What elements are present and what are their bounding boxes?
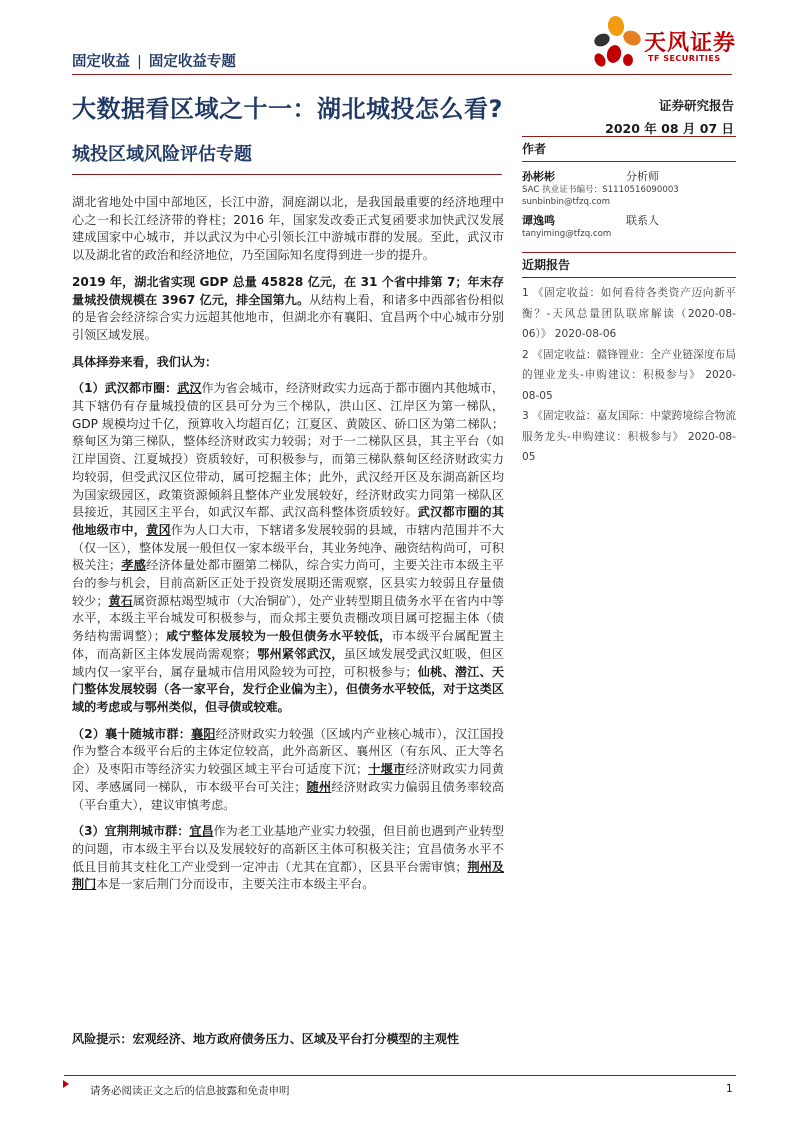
category-secondary: 固定收益专题 — [148, 54, 236, 70]
tf-flower-icon — [592, 16, 644, 72]
gdp-text: 从结构上看，和诸多中西部省份相似的是省会经济综合实力远超其他地市，但湖北亦有襄阳、宜昌两个中心城市分别引领区域发展。 — [72, 292, 504, 342]
wuhan-city: 武汉 — [177, 381, 202, 396]
risk-label: 风险提示： — [72, 1032, 133, 1046]
recent-report-item[interactable]: 2 《固定收益：赣锋锂业：全产业链深度布局的锂业龙头-申购建议：积极参与》 2020-08-05 — [522, 348, 736, 402]
logo-petal — [623, 54, 633, 66]
yijingjing-paragraph — [72, 823, 504, 894]
xiaogan-city: 孝感 — [121, 558, 147, 573]
logo-petal — [592, 31, 612, 49]
ezhou-text: 虽区域发展受武汉虹吸，但区域内仅一家平台，属存量城市信用风险较为可控，可积极参与； — [72, 646, 504, 679]
authors-panel — [522, 136, 736, 240]
author-role: 联系人 — [626, 214, 659, 227]
page-subtitle: 城投区域风险评估专题 — [72, 144, 252, 165]
footer-marker-icon — [63, 1080, 69, 1088]
xiangshisui-paragraph — [72, 726, 504, 815]
tf-securities-logo — [592, 14, 742, 74]
logo-wordmark: 天风证券 — [644, 31, 737, 56]
author-email[interactable]: tanyiming@tfzq.com — [522, 229, 612, 239]
huangshi-text: 属资源枯竭型城市（大冶铜矿），处产业转型期且债务水平在省内中等水平，本级主平台城发可积极参与，而众邦主要负责棚改项目属可挖掘主体（债务结构需调整）； — [72, 593, 504, 644]
recent-list — [522, 283, 736, 468]
recent-reports-panel — [522, 252, 736, 468]
author-email[interactable]: sunbinbin@tfzq.com — [522, 197, 610, 207]
intro-paragraph: 湖北省地处中国中部地区，长江中游，洞庭湖以北，是我国最重要的经济地理中心之一和长江经济带的脊柱；2016 年，国家发改委正式复函要求加快武汉发展建成国家中心城市，并以武汉为中心引领长江中游城市群的发展。至此，武汉市以及湖北省的政治和经济地位，乃至国际知名度得到进一步的提升。 — [72, 195, 504, 263]
report-type: 证券研究报告 — [658, 98, 734, 113]
xianning-highlight: 咸宁整体发展较为一般但债务水平较低， — [165, 629, 392, 644]
logo-petal — [605, 43, 623, 64]
recent-heading: 近期报告 — [522, 253, 736, 278]
suizhou-text: 经济财政实力偏弱且债务率较高（平台重大），建议审慎考虑。 — [72, 779, 504, 812]
huanggang-city: 黄冈 — [146, 522, 171, 537]
selection-intro: 具体择券来看，我们认为： — [72, 354, 218, 369]
header-rule — [72, 74, 732, 75]
category-primary: 固定收益 — [72, 54, 130, 70]
suizhou-city: 随州 — [306, 779, 332, 794]
author-cert-number: S1110516090003 — [602, 185, 679, 195]
xiangshisui-heading: （2）襄十随城市群： — [72, 726, 192, 741]
subtitle-rule — [72, 174, 502, 175]
yijingjing-heading: （3）宜荆荆城市群： — [72, 824, 190, 839]
ezhou-highlight: 鄂州紧邻武汉， — [256, 646, 344, 661]
author-name: 谭逸鸣 — [522, 214, 555, 227]
gdp-paragraph — [72, 274, 504, 345]
author-name: 孙彬彬 — [522, 170, 555, 183]
footer-rule — [64, 1075, 736, 1076]
risk-warning — [72, 1030, 459, 1047]
author-cert-label: SAC 执业证书编号： — [522, 185, 603, 195]
report-category — [72, 50, 236, 71]
yichang-city: 宜昌 — [189, 824, 214, 839]
logo-petal — [621, 28, 643, 48]
xiantao-highlight: 仙桃、潜江、天门整体发展较弱（各一家平台，发行企业偏为主），但债务水平较低，对于这类区域的考虑或与鄂州类似，但寻债或较难。 — [72, 664, 504, 714]
authors-heading: 作者 — [522, 137, 736, 162]
logo-petal — [606, 16, 625, 37]
huangshi-city: 黄石 — [108, 593, 133, 608]
recent-report-item[interactable]: 3 《固定收益：嘉友国际：中蒙跨境综合物流服务龙头-申购建议：积极参与》 2020-08-05 — [522, 410, 736, 463]
category-separator: | — [137, 54, 142, 70]
author-role: 分析师 — [626, 170, 659, 183]
jingzhou-jingmen-text: 本是一家后荆门分而设市，主要关注市本级主平台。 — [96, 877, 375, 892]
wuhan-paragraph — [72, 380, 504, 716]
xiangyang-city: 襄阳 — [191, 726, 216, 741]
recent-report-item[interactable]: 1 《固定收益：如何看待各类资产迈向新平衡？-天风总量团队联席解读（2020-08-06）》 2020-08-06 — [522, 287, 736, 340]
xianning-text: 市本级平台属配置主体，而高新区主体发展尚需观察； — [72, 629, 504, 661]
author-cert — [522, 184, 736, 196]
yichang-text: 作为老工业基地产业实力较强，但目前也遇到产业转型的问题，市本级主平台以及发展较好的高新区主体可积极关注；宜昌债务水平不低且目前其支柱化工产业受到一定冲击（尤其在宜都），区县平台需审慎； — [72, 824, 504, 874]
wuhan-heading: （1）武汉都市圈： — [72, 381, 178, 396]
huanggang-text: 作为人口大市，下辖诸多发展较弱的县域，市辖内范围并不大（仅一区），整体发展一般但仅一家本级平台，其业务纯净、融资结构尚可，可积极关注； — [72, 522, 504, 573]
logo-petal — [592, 51, 608, 68]
shiyan-city: 十堰市 — [368, 762, 406, 777]
report-date: 2020 年 08 月 07 日 — [605, 121, 734, 136]
gdp-highlight: 2019 年，湖北省实现 GDP 总量 45828 亿元，在 31 个省中排第 7；年末存量城投债规模在 3967 亿元，排全国第九。 — [72, 274, 504, 307]
wuhan-other-cities: 武汉都市圈的其他地级市中， — [72, 505, 504, 537]
author-row — [522, 212, 736, 228]
report-body — [72, 194, 504, 903]
jingzhou-jingmen-city: 荆州及荆门 — [72, 859, 504, 892]
xiaogan-text: 经济体量处都市圈第二梯队，综合实力尚可，主要关注市本级主平台的参与机会，目前高新区正处于投资发展期还需观察，区县实力较弱且存量债较少； — [72, 558, 504, 608]
page-title: 大数据看区域之十一：湖北城投怎么看? — [72, 95, 503, 123]
wuhan-text: 作为省会城市，经济财政实力远高于都市圈内其他城市，其下辖仍有存量城投债的区县可分为三个梯队，洪山区、江岸区为第一梯队，GDP 规模均过千亿，预算收入均超百亿；江夏区、黄陂区、硚口区为第二梯队；蔡甸区为第三梯队，整体经济财政实力较弱；对于一二梯队区县，其主平台（如江岸国资、江夏城投）资质较好，可积极参与，而第三梯队蔡甸区经济财政实力均较弱，但受武汉区位带动，属可挖掘主体；此外，武汉经开区及东湖高新区均为国家级园区，政策资源倾斜且整体产业发展较好，经济财政实力同第一梯队区县接近，其园区主平台，如武汉车都、武汉高科整体资质较好。 — [72, 381, 504, 520]
xiangyang-text: 经济财政实力较强（区域内产业核心城市），汉江国投作为整合本级平台后的主体定位较高，此外高新区、襄州区（有东风、正大等名企）及枣阳市等经济实力较强区域主平台可适度下沉； — [72, 726, 504, 777]
page-number: 1 — [726, 1083, 733, 1095]
risk-text: 宏观经济、地方政府债务压力、区域及平台打分模型的主观性 — [132, 1032, 460, 1046]
logo-english: TF SECURITIES — [648, 54, 721, 63]
footer-disclaimer[interactable]: 请务必阅读正文之后的信息披露和免责申明 — [90, 1085, 290, 1097]
author-row — [522, 168, 736, 184]
shiyan-text: 经济财政实力同黄冈、孝感属同一梯队，市本级平台可关注； — [72, 762, 504, 794]
